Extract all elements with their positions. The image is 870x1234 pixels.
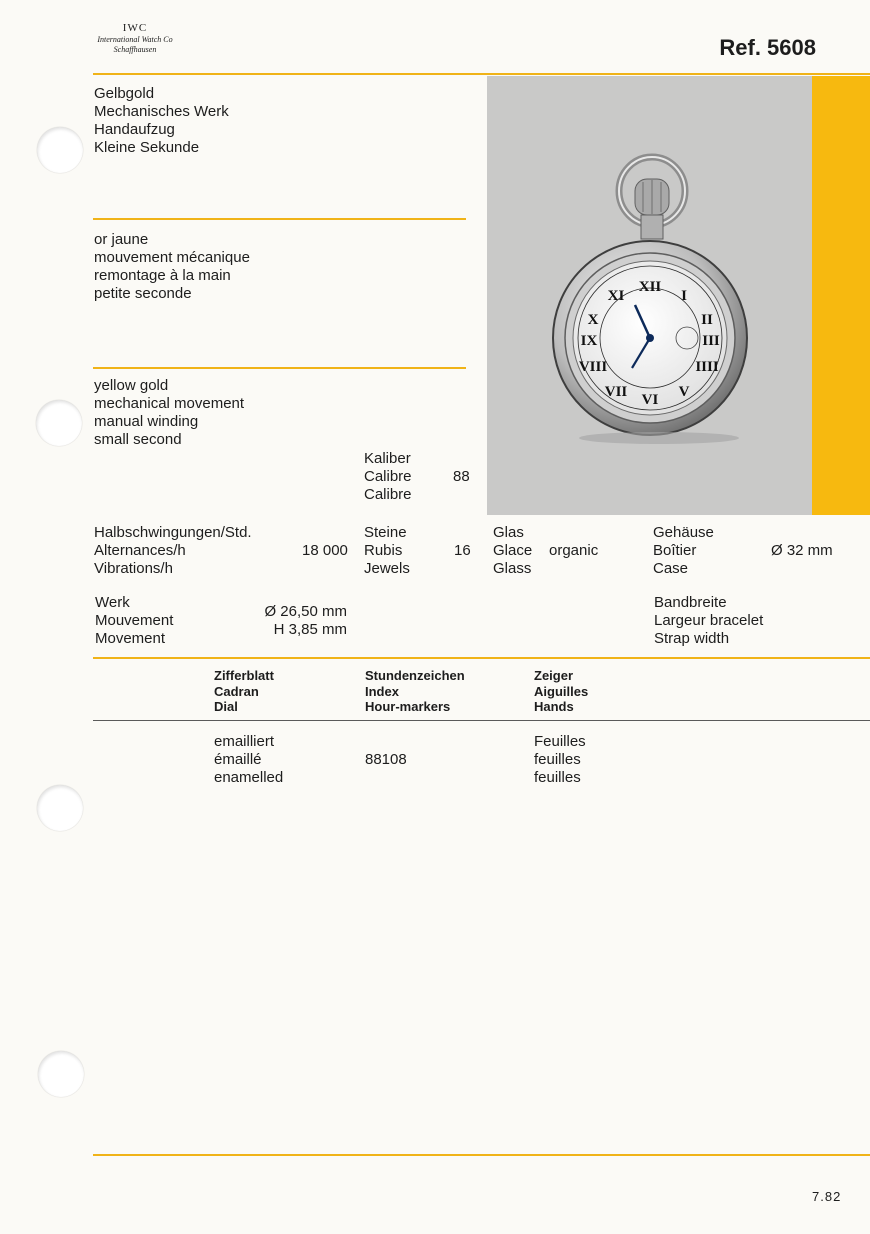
hands-values: [534, 733, 586, 787]
feature-en-3: manual winding: [94, 413, 199, 430]
svg-text:VIII: VIII: [578, 359, 608, 375]
header-index-de: Stundenzeichen: [365, 668, 465, 683]
calibre-label-de: Kaliber: [364, 450, 411, 467]
glass-label-fr: Glace: [493, 542, 533, 559]
jewels-value: 16: [454, 542, 471, 559]
case-value: Ø 32 mm: [771, 542, 833, 559]
specs-rule: [93, 657, 870, 659]
feature-en-2: mechanical movement: [94, 395, 245, 412]
binder-hole-2: [36, 400, 82, 446]
binder-hole-3: [37, 785, 83, 831]
feature-en-1: yellow gold: [94, 377, 169, 394]
top-rule: [93, 73, 870, 75]
dial-value-fr: émaillé: [214, 751, 262, 768]
calibre-label-en: Calibre: [364, 486, 412, 503]
svg-text:III: III: [702, 333, 720, 349]
page-number: 7.82: [812, 1189, 842, 1204]
feature-fr-2: mouvement mécanique: [94, 249, 250, 266]
binder-hole-4: [38, 1051, 84, 1097]
header-dial-fr: Cadran: [214, 683, 259, 699]
glass-labels: [493, 524, 532, 578]
svg-text:XI: XI: [607, 288, 625, 304]
calibre-labels: [364, 450, 412, 504]
feature-de-4: Kleine Sekunde: [94, 139, 200, 156]
svg-text:I: I: [681, 288, 687, 304]
feature-de-2: Mechanisches Werk: [94, 103, 229, 120]
movement-diameter: Ø 26,50 mm: [264, 603, 347, 620]
dial-values: [214, 733, 283, 787]
movement-height: H 3,85 mm: [273, 621, 347, 638]
glass-value: organic: [549, 542, 599, 559]
case-label-fr: Boîtier: [653, 542, 697, 559]
svg-text:IX: IX: [580, 333, 598, 349]
case-label-en: Case: [653, 560, 689, 577]
table-header-rule: [93, 720, 870, 721]
feature-en-4: small second: [94, 431, 182, 448]
movement-label-fr: Mouvement: [95, 612, 174, 629]
strap-label-fr: Largeur bracelet: [654, 612, 764, 629]
section-rule-1: [93, 218, 466, 220]
logo-line-1: International Watch Co: [97, 35, 173, 44]
jewels-label-en: Jewels: [364, 560, 410, 577]
features-french: [94, 231, 250, 303]
logo-brand: IWC: [122, 22, 148, 34]
index-value: 88108: [365, 751, 407, 768]
glass-label-en: Glass: [493, 560, 532, 577]
feature-de-1: Gelbgold: [94, 85, 155, 102]
footer-rule: [93, 1154, 870, 1156]
calibre-value: 88: [453, 468, 470, 485]
dial-value-de: emailliert: [214, 733, 275, 750]
header-dial: [214, 668, 274, 715]
features-german: [94, 85, 229, 157]
iwc-logo: [90, 22, 180, 55]
halfswings-labels: [94, 524, 252, 578]
binder-hole-1: [37, 127, 83, 173]
watch-photo: [487, 76, 812, 515]
svg-text:IIII: IIII: [695, 359, 719, 375]
header-hands-fr: Aiguilles: [534, 683, 589, 699]
header-hands: [534, 668, 588, 715]
header-hands-de: Zeiger: [534, 668, 574, 683]
logo-line-2: Schaffhausen: [113, 45, 157, 54]
case-labels: [653, 524, 714, 578]
hands-value-en: feuilles: [534, 769, 581, 786]
yellow-side-tab: [812, 76, 870, 515]
strap-label-en: Strap width: [654, 630, 730, 647]
header-index: [365, 668, 465, 715]
header-dial-de: Zifferblatt: [214, 668, 274, 683]
halfswings-value: 18 000: [302, 542, 348, 559]
jewels-label-fr: Rubis: [364, 542, 403, 559]
section-rule-2: [93, 367, 466, 369]
halfswings-label-en: Vibrations/h: [94, 560, 173, 577]
strap-labels: [654, 594, 763, 648]
feature-fr-4: petite seconde: [94, 285, 192, 302]
reference-number: Ref. 5608: [719, 35, 816, 60]
calibre-label-fr: Calibre: [364, 468, 412, 485]
halfswings-label-fr: Alternances/h: [94, 542, 186, 559]
hands-value-fr: feuilles: [534, 751, 581, 768]
movement-labels: [95, 594, 173, 648]
movement-values: [264, 603, 347, 639]
feature-fr-3: remontage à la main: [94, 267, 231, 284]
header-index-fr: Index: [365, 683, 399, 699]
header-hands-en: Hands: [534, 699, 574, 714]
svg-text:X: X: [587, 312, 599, 328]
hands-value-de: Feuilles: [534, 733, 586, 750]
header-dial-en: Dial: [214, 699, 238, 714]
svg-text:XII: XII: [638, 279, 662, 295]
movement-label-de: Werk: [95, 594, 130, 611]
jewels-label-de: Steine: [364, 524, 407, 541]
movement-label-en: Movement: [95, 630, 166, 647]
svg-text:V: V: [678, 384, 690, 400]
pocket-watch-illustration: [487, 76, 812, 515]
svg-text:VII: VII: [604, 384, 628, 400]
svg-text:VI: VI: [641, 392, 659, 408]
feature-fr-1: or jaune: [94, 231, 149, 248]
case-label-de: Gehäuse: [653, 524, 714, 541]
strap-label-de: Bandbreite: [654, 594, 727, 611]
header-index-en: Hour-markers: [365, 699, 451, 714]
glass-label-de: Glas: [493, 524, 524, 541]
svg-text:II: II: [701, 312, 713, 328]
dial-value-en: enamelled: [214, 769, 284, 786]
jewels-labels: [364, 524, 410, 578]
halfswings-label-de: Halbschwingungen/Std.: [94, 524, 252, 541]
features-english: [94, 377, 244, 449]
feature-de-3: Handaufzug: [94, 121, 175, 138]
